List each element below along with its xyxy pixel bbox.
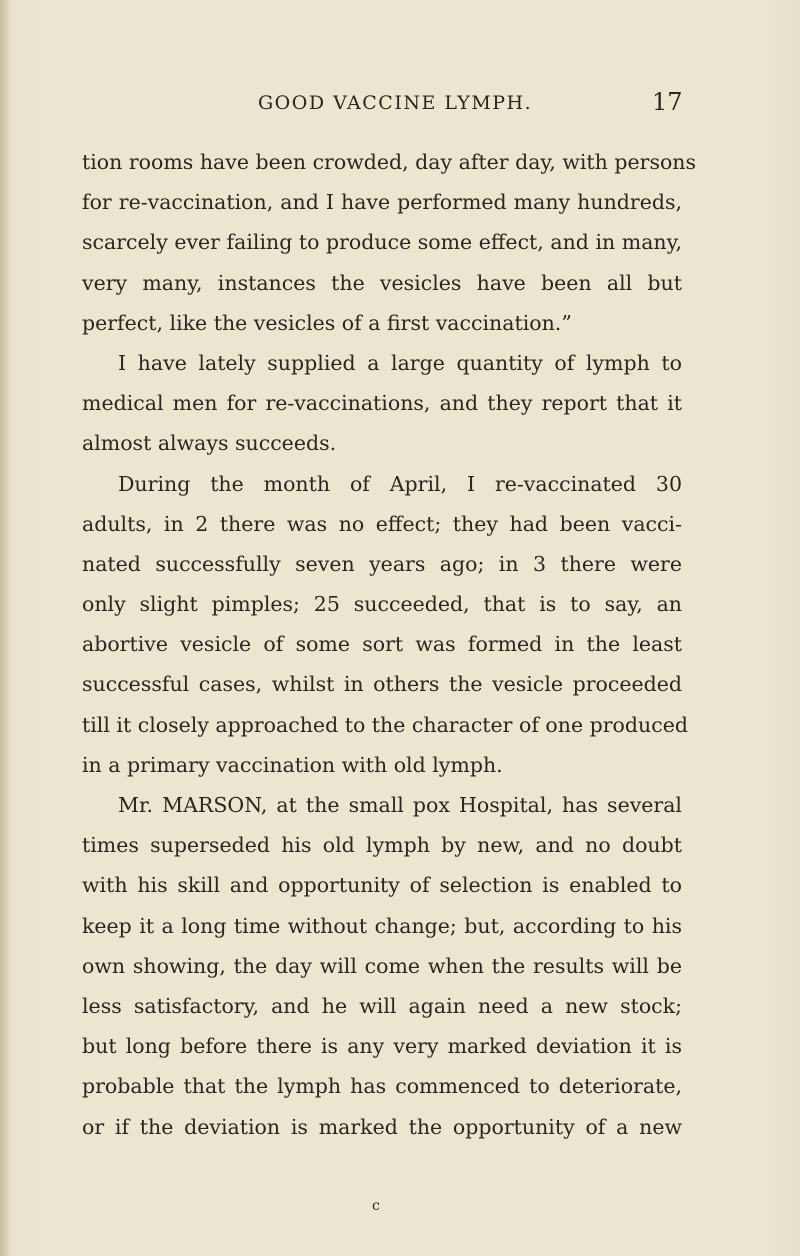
text-line: abortive vesicle of some sort was formed in the least (82, 632, 682, 657)
text-line: nated successfully seven years ago; in 3 there were (82, 551, 682, 576)
text-line: in a primary vaccination with old lymph. (82, 752, 503, 777)
body-text (82, 142, 697, 1147)
text-line: with his skill and opportunity of selection is enabled to (82, 873, 682, 898)
text-line: successful cases, whilst in others the vesicle proceeded (82, 672, 682, 697)
text-line: very many, instances the vesicles have been all but (82, 270, 682, 295)
text-line: Mr. MARSON, at the small pox Hospital, has several (118, 793, 682, 817)
text-line: tion rooms have been crowded, day after day, with persons (82, 150, 697, 174)
text-line: scarcely ever failing to produce some effect, and in many, (82, 230, 682, 255)
text-line: probable that the lymph has commenced to deteriorate, (82, 1074, 682, 1099)
text-line: adults, in 2 there was no effect; they had been vacci- (82, 511, 682, 536)
text-line: times superseded his old lymph by new, and no doubt (82, 833, 682, 858)
running-title: GOOD VACCINE LYMPH. (258, 92, 533, 114)
page-number: 17 (652, 88, 683, 116)
text-line: medical men for re-vaccinations, and they report that it (82, 391, 682, 416)
text-line: own showing, the day will come when the results will be (82, 953, 682, 978)
text-line: keep it a long time without change; but, according to his (82, 913, 682, 938)
text-line: During the month of April, I re-vaccinated 30 (118, 471, 682, 496)
text-line: perfect, like the vesicles of a first vaccination.” (82, 310, 572, 335)
text-line: for re-vaccination, and I have performed many hundreds, (82, 190, 682, 215)
running-head (0, 88, 800, 128)
text-line: less satisfactory, and he will again need a new stock; (82, 993, 682, 1018)
text-line: or if the deviation is marked the opportunity of a new (82, 1114, 682, 1139)
text-line: only slight pimples; 25 succeeded, that is to say, an (82, 592, 682, 617)
text-line: I have lately supplied a large quantity of lymph to (118, 350, 682, 375)
page-binding-edge (0, 0, 10, 1256)
signature-mark: c (372, 1198, 380, 1214)
text-line: almost always succeeds. (82, 431, 337, 456)
text-line: till it closely approached to the character of one produced (82, 712, 688, 737)
text-line: but long before there is any very marked deviation it is (82, 1034, 682, 1059)
